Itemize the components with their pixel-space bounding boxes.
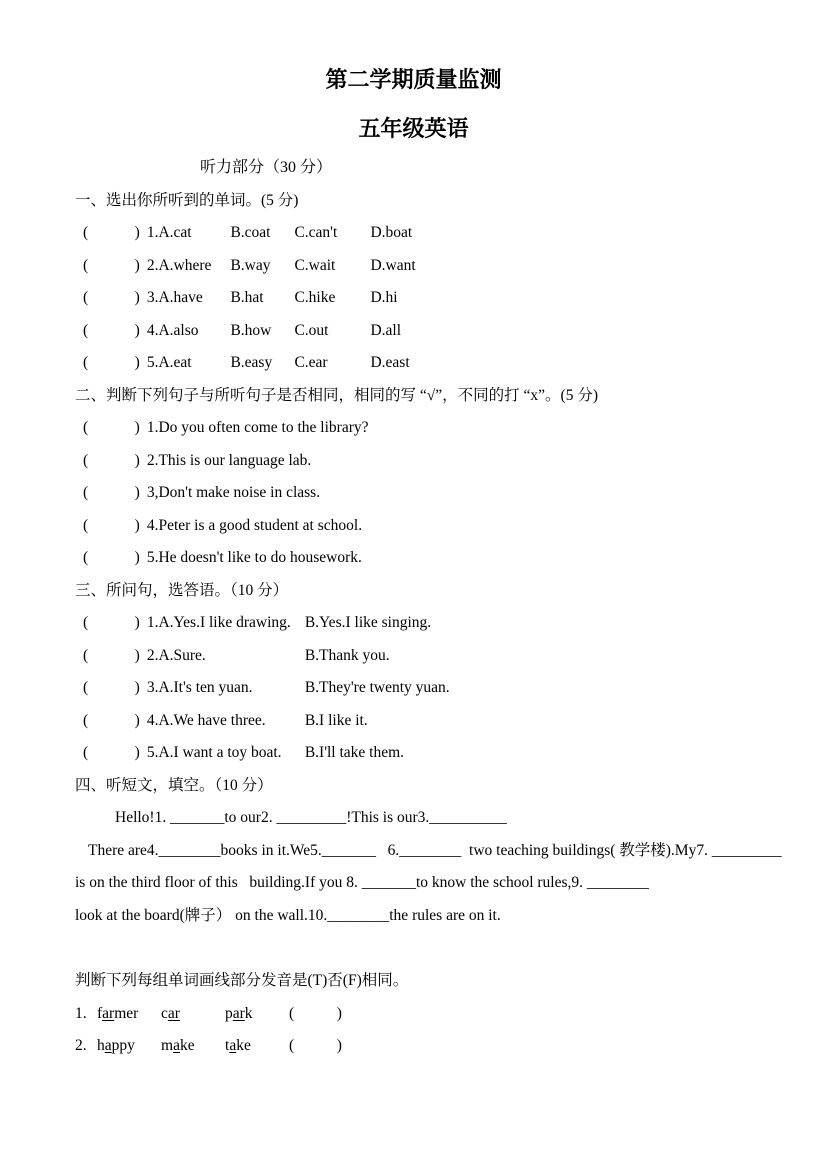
question-number: 2.: [146, 256, 159, 274]
answer-bracket: ( ): [83, 419, 140, 436]
option-b: B.easy: [230, 354, 273, 371]
word-part: ke: [236, 1037, 251, 1054]
answer-bracket: ( ): [83, 549, 140, 566]
sentence-text: 4.Peter is a good student at school.: [146, 516, 363, 534]
section2-question-3: [83, 477, 827, 510]
answer-bracket: ( ): [83, 516, 140, 534]
question-number: 5.: [146, 354, 159, 371]
underlined-part: a: [104, 1037, 112, 1054]
question-number: 4.: [146, 321, 159, 339]
section3-question-3: [83, 672, 827, 705]
word-part: h: [97, 1037, 105, 1054]
option-b: B.way: [230, 256, 271, 274]
section3-question-1: [83, 607, 827, 640]
option-b: B.hat: [230, 289, 264, 306]
section3-question-4: [83, 705, 827, 738]
underlined-part: a: [173, 1037, 180, 1054]
option-c: C.can't: [294, 224, 338, 241]
answer-bracket: ( ): [83, 321, 140, 339]
section1-question-5: [83, 347, 827, 380]
sentence-text: 2.This is our language lab.: [146, 451, 312, 469]
answer-bracket: ( ): [83, 711, 140, 729]
answer-bracket: ( ): [83, 354, 140, 371]
page-subtitle: 五年级英语: [358, 117, 469, 142]
section3-question-5: [83, 737, 827, 770]
sentence-text: 3,Don't make noise in class.: [146, 484, 321, 501]
question-number: 3.: [146, 289, 159, 306]
option-c: C.ear: [294, 354, 328, 371]
answer-bracket: ( ): [83, 679, 140, 696]
page-title: 第二学期质量监测: [325, 68, 502, 93]
cloze-line-4: look at the board(牌子） on the wall.10.________the rules are on it.: [75, 906, 501, 924]
word-part: ke: [179, 1037, 195, 1054]
section3-title: 三、所问句，选答语。（10 分）: [75, 581, 289, 599]
section2-question-2: [83, 445, 827, 478]
word-part: c: [161, 1004, 168, 1022]
answer-option-a: 4.A.We have three.: [146, 711, 266, 729]
answer-option-b: B.Thank you.: [304, 646, 390, 664]
word-happy: [97, 1030, 161, 1063]
cloze-line-2: There are4.________books in it.We5._______ 6.________ two teaching buildings( 教学楼).My7. _________: [88, 841, 782, 859]
answer-bracket: ( ): [83, 289, 140, 306]
answer-bracket: ( ): [83, 451, 140, 469]
underlined-part: a: [229, 1037, 237, 1054]
section2-question-4: [83, 510, 827, 543]
option-a: A.cat: [158, 224, 192, 241]
listening-part-label: 听力部分（30 分）: [200, 159, 333, 176]
answer-option-a: 2.A.Sure.: [146, 646, 206, 664]
word-part: f: [97, 1004, 103, 1022]
answer-bracket: ( ): [83, 256, 140, 274]
word-farmer: [97, 998, 161, 1031]
word-take: [225, 1030, 289, 1063]
section1-title: 一、选出你所听到的单词。(5 分): [75, 191, 299, 209]
row-number: 1.: [75, 1004, 87, 1022]
answer-bracket: ( ): [83, 614, 140, 631]
answer-bracket: ( ): [83, 744, 140, 761]
option-c: C.out: [294, 321, 329, 339]
section2-question-1: [83, 412, 827, 445]
word-park: [225, 998, 289, 1031]
answer-option-b: B.I like it.: [304, 711, 368, 729]
answer-bracket: ( ): [289, 1037, 342, 1054]
answer-option-b: B.I'll take them.: [304, 744, 405, 761]
answer-bracket: ( ): [83, 646, 140, 664]
answer-bracket: ( ): [83, 224, 140, 241]
underlined-part: ar: [232, 1004, 245, 1022]
option-d: D.all: [370, 321, 402, 339]
pronunciation-section-title: 判断下列每组单词画线部分发音是(T)否(F)相同。: [75, 972, 409, 989]
answer-bracket: ( ): [83, 484, 140, 501]
word-car: [161, 998, 225, 1031]
answer-option-b: B.Yes.I like singing.: [304, 614, 432, 631]
answer-bracket: ( ): [289, 1004, 342, 1022]
option-c: C.hike: [294, 289, 336, 306]
pronunciation-row-1: [75, 998, 827, 1031]
answer-option-a: 3.A.It's ten yuan.: [146, 679, 253, 696]
cloze-line-1: Hello!1. _______to our2. _________!This is our3.__________: [115, 809, 507, 826]
option-d: D.hi: [370, 289, 398, 306]
cloze-line-3: is on the third floor of this building.If you 8. _______to know the school rules,9. ________: [75, 874, 649, 891]
option-d: D.east: [370, 354, 410, 371]
option-a: A.have: [158, 289, 203, 306]
word-part: t: [225, 1037, 230, 1054]
option-a: A.where: [158, 256, 212, 274]
option-a: A.also: [158, 321, 199, 339]
option-c: C.wait: [294, 256, 336, 274]
answer-option-b: B.They're twenty yuan.: [304, 679, 450, 696]
word-part: mer: [114, 1004, 139, 1022]
section1-question-3: [83, 282, 827, 315]
sentence-text: 1.Do you often come to the library?: [146, 419, 369, 436]
answer-option-a: 1.A.Yes.I like drawing.: [146, 614, 291, 631]
section1-question-4: [83, 315, 827, 348]
word-make: [161, 1030, 225, 1063]
section2-title: 二、判断下列句子与所听句子是否相同，相同的写 “√”，不同的打 “x”。(5 分): [75, 386, 598, 404]
section2-question-5: [83, 542, 827, 575]
word-part: ppy: [111, 1037, 135, 1054]
word-part: p: [225, 1004, 233, 1022]
word-part: m: [161, 1037, 174, 1054]
underlined-part: ar: [102, 1004, 115, 1022]
option-a: A.eat: [158, 354, 192, 371]
question-number: 1.: [146, 224, 159, 241]
section1-question-1: [83, 217, 827, 250]
section1-question-2: [83, 250, 827, 283]
sentence-text: 5.He doesn't like to do housework.: [146, 549, 362, 566]
word-part: k: [244, 1004, 253, 1022]
underlined-part: ar: [167, 1004, 180, 1022]
pronunciation-row-2: [75, 1030, 827, 1063]
section3-question-2: [83, 640, 827, 673]
option-b: B.how: [230, 321, 272, 339]
option-b: B.coat: [230, 224, 271, 241]
section4-title: 四、听短文，填空。（10 分）: [75, 776, 273, 794]
answer-option-a: 5.A.I want a toy boat.: [146, 744, 282, 761]
option-d: D.want: [370, 256, 416, 274]
row-number: 2.: [75, 1037, 87, 1054]
option-d: D.boat: [370, 224, 413, 241]
